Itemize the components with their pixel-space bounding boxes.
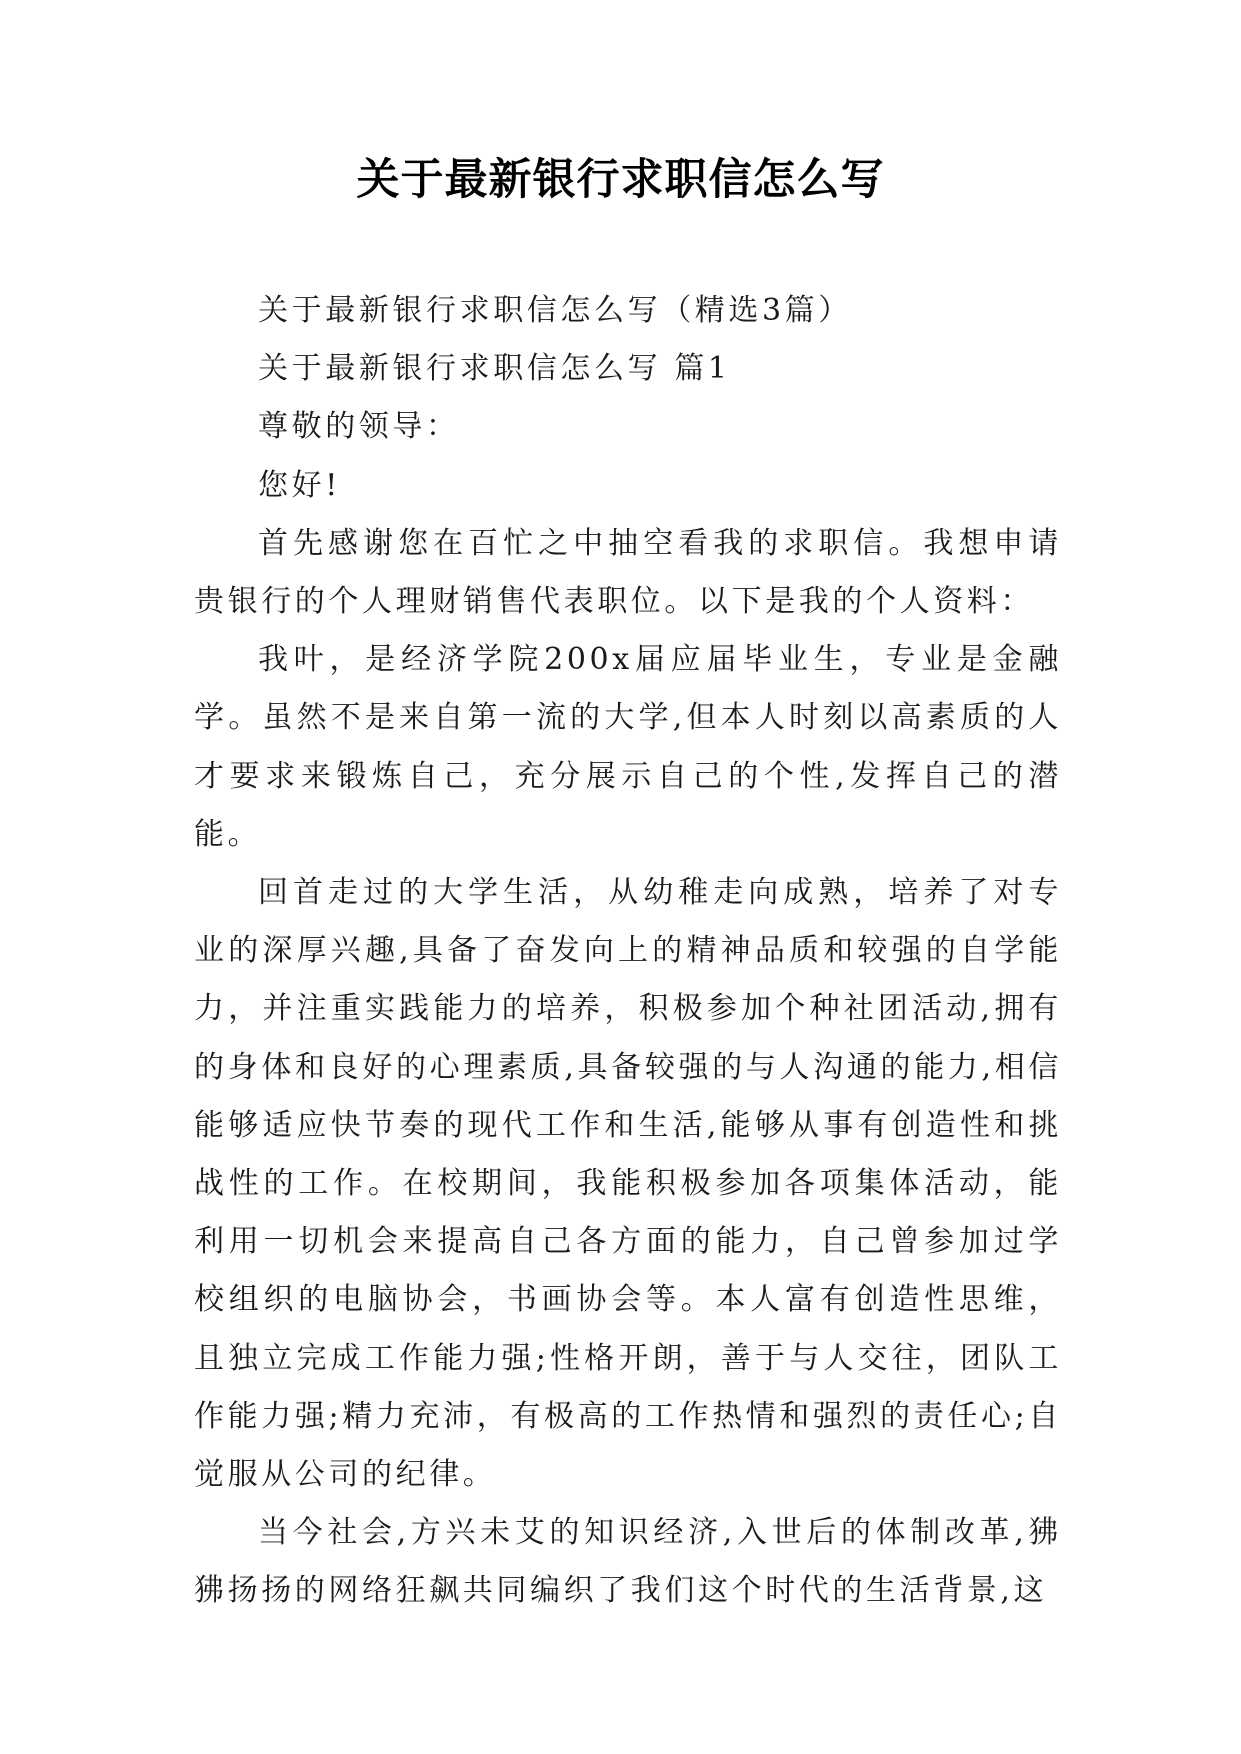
paragraph-greeting: 您好! bbox=[258, 467, 341, 503]
paragraph-section-heading: 关于最新银行求职信怎么写 篇1 bbox=[258, 351, 731, 387]
document-title: 关于最新银行求职信怎么写 bbox=[356, 155, 885, 205]
paragraph-society: 当今社会,方兴未艾的知识经济,入世后的体制改革,狒狒扬扬的网络狂飙共同编织了我们这个时代的生活背景,这 bbox=[194, 1515, 1062, 1609]
paragraph-background: 我叶，是经济学院200x届应届毕业生，专业是金融学。虽然不是来自第一流的大学,但本人时刻以高素质的人才要求来锻炼自己，充分展示自己的个性,发挥自己的潜能。 bbox=[194, 642, 1062, 852]
paragraph-salutation: 尊敬的领导： bbox=[258, 409, 460, 445]
paragraph-subtitle: 关于最新银行求职信怎么写（精选3篇） bbox=[258, 293, 852, 328]
document-body bbox=[194, 282, 1062, 1621]
paragraph-university-life: 回首走过的大学生活，从幼稚走向成熟，培养了对专业的深厚兴趣,具备了奋发向上的精神品质和较强的自学能力，并注重实践能力的培养，积极参加个种社团活动,拥有的身体和良好的心理素质,具备较强的与人沟通的能力,相信能够适应快节奏的现代工作和生活,能够从事有创造性和挑战性的工作。在校期间，我能积极参加各项集体活动，能利用一切机会来提高自己各方面的能力，自己曾参加过学校组织的电脑协会，书画协会等。本人富有创造性思维，且独立完成工作能力强;性格开朗，善于与人交往，团队工作能力强;精力充沛，有极高的工作热情和强烈的责任心;自觉服从公司的纪律。 bbox=[194, 875, 1062, 1493]
paragraph-intro: 首先感谢您在百忙之中抽空看我的求职信。我想申请贵银行的个人理财销售代表职位。以下是我的个人资料： bbox=[194, 525, 1062, 620]
